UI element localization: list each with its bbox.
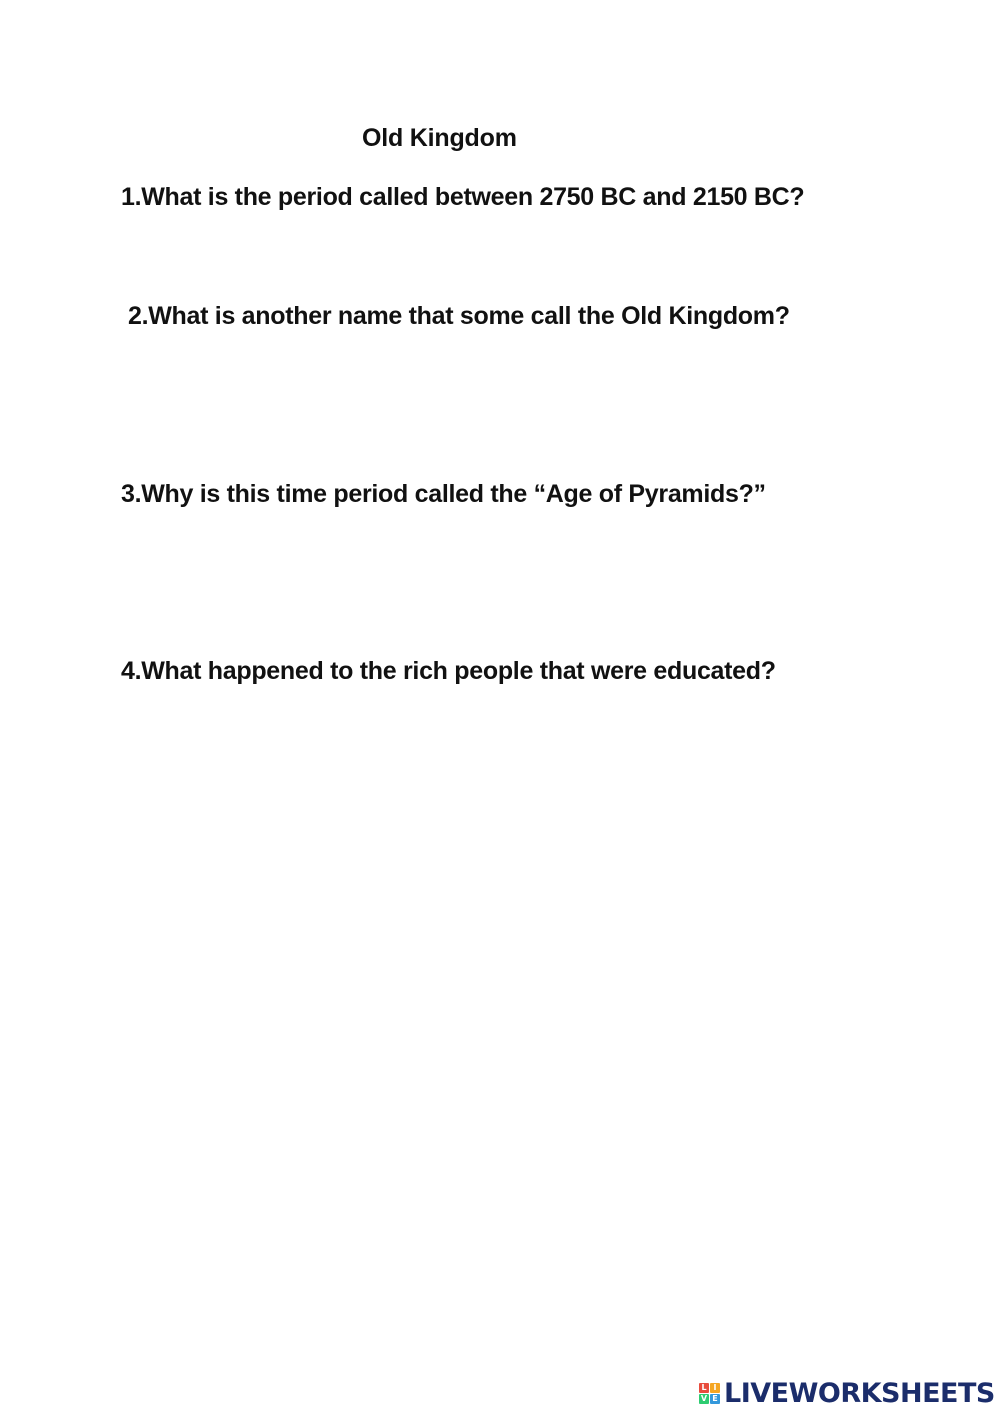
- question-4: 4.What happened to the rich people that were educated?: [121, 657, 776, 685]
- liveworksheets-logo-icon: [699, 1383, 720, 1404]
- brand-name: LIVEWORKSHEETS: [724, 1377, 995, 1409]
- worksheet-title: Old Kingdom: [362, 124, 517, 152]
- question-1: 1.What is the period called between 2750 BC and 2150 BC?: [121, 183, 805, 211]
- liveworksheets-brand: [699, 1375, 995, 1411]
- question-2: 2.What is another name that some call the Old Kingdom?: [128, 302, 790, 330]
- logo-letter-v: V: [700, 1393, 708, 1403]
- logo-letter-e: E: [710, 1394, 720, 1404]
- logo-letter-l: L: [699, 1383, 709, 1393]
- logo-letter-i: I: [710, 1383, 720, 1393]
- question-3: 3.Why is this time period called the “Age of Pyramids?”: [121, 480, 766, 508]
